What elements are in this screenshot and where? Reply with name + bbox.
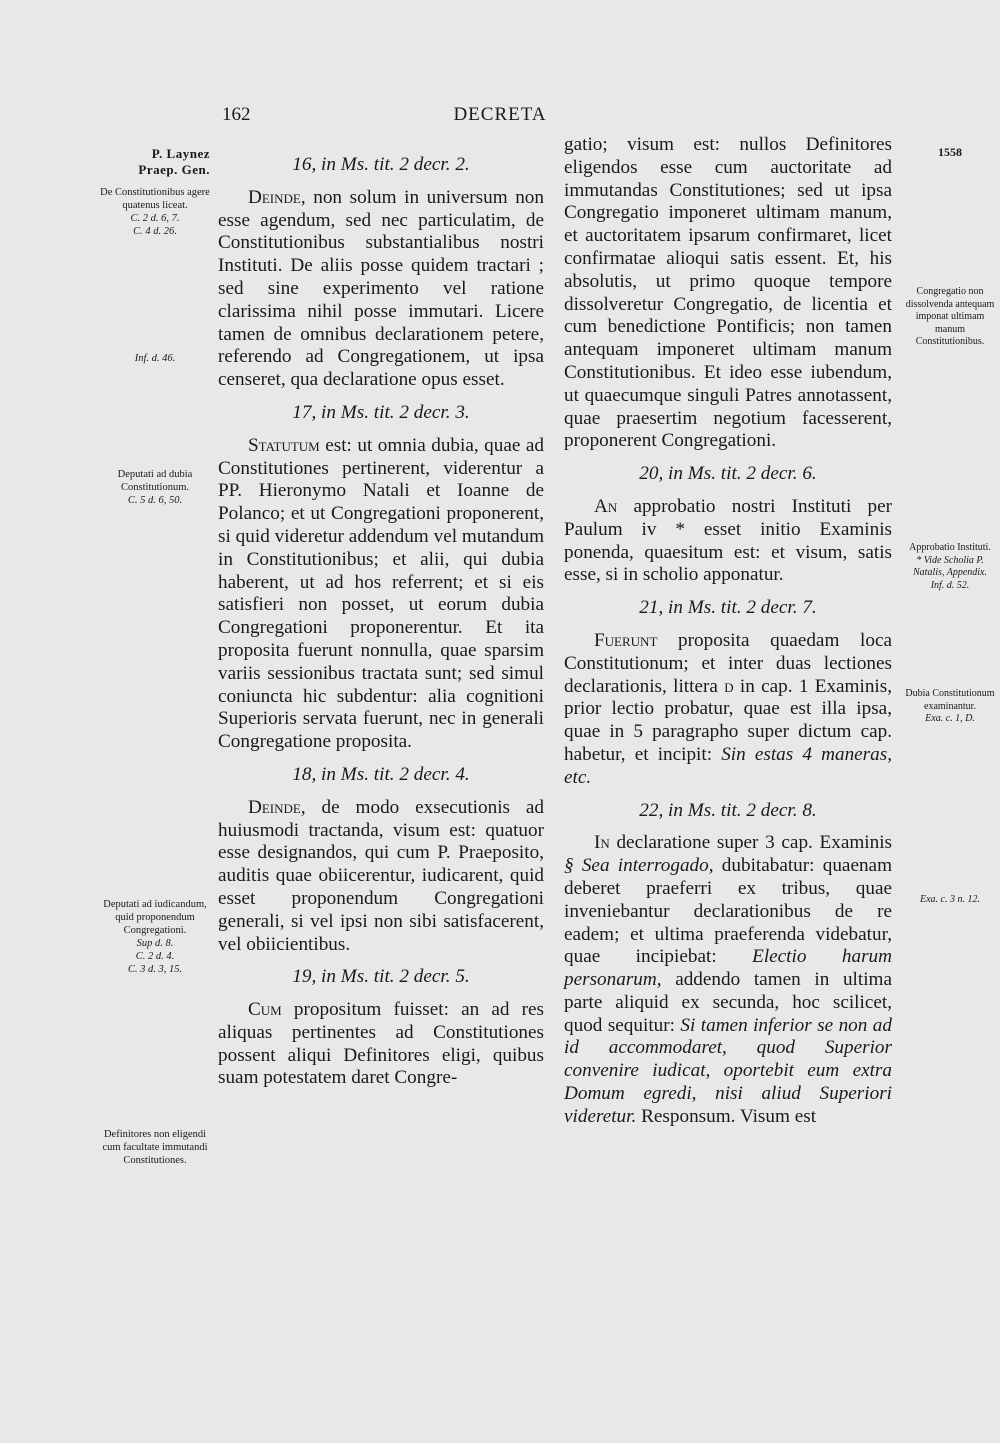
decree-paragraph-20 xyxy=(564,496,892,587)
decree-paragraph-19 xyxy=(218,999,544,1090)
margin-note-text: Dubia Constitutionum examinantur. xyxy=(905,688,995,712)
margin-note-left-5 xyxy=(100,1128,210,1167)
margin-year-block xyxy=(904,146,996,159)
decree-heading-22: 22, in Ms. tit. 2 decr. 8. xyxy=(639,799,817,821)
margin-year: 1558 xyxy=(938,145,962,159)
margin-note-right-3 xyxy=(904,688,996,726)
margin-note-text: Definitores non eligendi cum facultate immutandi Constitutiones. xyxy=(102,1129,208,1166)
margin-note-ref: Inf. d. 46. xyxy=(134,353,176,364)
margin-note-right-2 xyxy=(904,542,996,592)
decree-lead-word: Cum xyxy=(248,999,282,1021)
decree-paragraph-16 xyxy=(218,187,544,392)
decree-paragraph-19-continued: gatio; visum est: nullos Definitores eligendos esse cum auctoritate ad immutandas Constitutiones; sed ut ipsa Congregatio imponeret ultimam manum, et auctoritatem ipsarum confirmaret, licet confirmatae alioqui satis essent. Et, his absolutis, ut primo quoque tempore dissolveretur Congregatio, de licentia et cum benedictione Pontificis; non tamen antequam imponeret ultimam manum Constitutionibus. Et ideo esse iubendum, ut quaecumque singuli Patres annotassent, quae praesertim negotium facesserent, proponerent Congregationi. xyxy=(564,134,892,452)
margin-author: P. Laynez xyxy=(151,146,210,161)
page-number: 162 xyxy=(222,104,251,125)
decree-lead-word: Statutum xyxy=(248,434,320,456)
left-text-column xyxy=(218,154,544,1090)
decree-text: in cap. 1 Examinis, prior lectio probatur, quae est illa ipsa, quae in 5 paragrapho super dictum cap. habetur, et incipit: xyxy=(564,675,893,765)
decree-text: dubitabatur: quaenam deberet praeferri ex tribus, quae inveniebantur declarationibus de re eadem; et ultima praeferenda videbatur, quae incipiebat: xyxy=(564,855,892,968)
margin-note-ref: Sup d. 8. xyxy=(136,938,174,949)
decree-heading-16: 16, in Ms. tit. 2 decr. 2. xyxy=(292,154,470,175)
decree-lead-word: Fuerunt xyxy=(594,629,658,651)
decree-heading-21: 21, in Ms. tit. 2 decr. 7. xyxy=(639,597,817,619)
decree-heading-18: 18, in Ms. tit. 2 decr. 4. xyxy=(292,763,470,785)
decree-paragraph-22 xyxy=(564,832,892,1128)
margin-note-ref: C. 2 d. 4. xyxy=(135,951,175,962)
decree-heading-17: 17, in Ms. tit. 2 decr. 3. xyxy=(292,401,470,423)
decree-lead-word: Deinde xyxy=(248,186,301,208)
decree-lead-word: In xyxy=(594,832,610,854)
running-title: DECRETA xyxy=(453,104,547,125)
margin-note-text: Congregatio non dissolvenda antequam imponat ultimam manum Constitutionibus. xyxy=(905,286,995,347)
margin-note-left-1 xyxy=(100,186,210,238)
decree-text: declaratione super 3 cap. Examinis xyxy=(609,832,892,854)
decree-lead-word: Deinde xyxy=(248,796,301,818)
decree-paragraph-21 xyxy=(564,630,892,790)
decree-heading-20: 20, in Ms. tit. 2 decr. 6. xyxy=(639,463,817,485)
margin-note-left-4 xyxy=(100,898,210,976)
margin-note-ref: Exa. c. 1, D. xyxy=(925,713,975,724)
margin-note-text: De Constitutionibus agere quatenus liceat. xyxy=(100,187,210,211)
margin-note-ref: C. 3 d. 3, 15. xyxy=(127,964,183,975)
decree-text: Responsum. Visum est xyxy=(636,1105,817,1127)
decree-lead-word: An xyxy=(594,495,618,517)
margin-note-ref: C. 4 d. 26. xyxy=(133,226,177,237)
decree-quote: Electio harum personarum, xyxy=(564,946,892,991)
margin-note-text: Deputati ad iudicandum, quid proponendum Congregationi. xyxy=(103,899,207,936)
margin-note-ref: C. 2 d. 6, 7. xyxy=(130,213,180,224)
decree-heading-19: 19, in Ms. tit. 2 decr. 5. xyxy=(292,966,470,988)
decree-text: propositum fuisset: an ad res aliquas pertinentes ad Constitutiones possent aliqui Definitores eligi, quibus suam potestatem daret Congre- xyxy=(218,999,544,1089)
decree-letter: d xyxy=(724,675,734,697)
decree-paragraph-18 xyxy=(218,797,544,957)
margin-note-text: Approbatio Instituti. xyxy=(909,542,991,553)
decree-paragraph-17 xyxy=(218,435,544,754)
right-text-column xyxy=(564,134,892,1129)
decree-quote: Si tamen inferior se non ad id accommodaret, quod Superior convenire iudicat, oportebit eum extra Domum egredi, nisi aliud Superiori videretur. xyxy=(564,1014,892,1127)
decree-text: est: ut omnia dubia, quae ad Constitutiones pertinerent, viderentur a PP. Hieronymo Natali et Ioanne de Polanco; et ut Congregationi proponerent, si quid videretur addendum vel mutandum in Constitutionibus; et alii, qui dubia haberent, ut ad hos referrent; et si eis satisfieri non posset, ut eorum dubia Congregationi proponerentur. Et ita proposita fuerunt nonnulla, quae sparsim variis sessionibus tractata sunt; sed simul coniuncta hic subdentur: alia cognitioni Superioris servata fuerunt, nec in generali Congregatione proposita. xyxy=(218,434,544,753)
margin-note-ref: C. 5 d. 6, 50. xyxy=(127,495,183,506)
decree-text: proposita quaedam loca Constitutionum; et inter duas lectiones declarationis, littera xyxy=(564,629,892,697)
decree-section-ref: § Sea interrogado, xyxy=(564,855,714,877)
margin-note-right-4 xyxy=(904,894,996,907)
decree-text: , de modo exsecutionis ad huiusmodi tractanda, visum est: quatuor esse designandos, qui cum P. Praeposito, auditis quae obiicerentur, iudicarent, quid esset proponendum Congregationi generali, si vel ipsi non sibi satisfacerent, vel obiicientibus. xyxy=(218,796,544,955)
decree-quote: Sin estas 4 maneras, etc. xyxy=(564,743,892,788)
margin-note-left-2 xyxy=(100,352,210,365)
margin-note-ref: Exa. c. 3 n. 12. xyxy=(920,894,980,905)
margin-note-ref: * Vide Scholia P. Natalis, Appendix. xyxy=(913,554,987,578)
margin-note-ref: Inf. d. 52. xyxy=(930,579,970,591)
decree-text: , non solum in universum non esse agendum, sed nec particulatim, de Constitutionibus substantialibus nostri Instituti. De aliis posse quidem tractari ; sed sine experimento vel ratione clarissima nihil posse immutari. Licere tamen de omnibus declarationem petere, referendo ad Congregationem, ut ipsa censeret, qua declaratione opus esset. xyxy=(218,186,544,391)
margin-author-title: Praep. Gen. xyxy=(138,162,210,177)
margin-author-block xyxy=(100,146,210,178)
margin-note-left-3 xyxy=(100,468,210,507)
decree-text: approbatio nostri Instituti per Paulum iv * esset initio Examinis ponenda, quaesitum est: et visum, satis esse, si in scholio apponatur. xyxy=(564,495,892,586)
decree-text: addendo tamen in ultima parte aliquid ex secunda, hoc scilicet, quod sequitur: xyxy=(564,969,892,1036)
margin-note-right-1 xyxy=(904,286,996,349)
margin-note-text: Deputati ad dubia Constitutionum. xyxy=(117,469,193,493)
